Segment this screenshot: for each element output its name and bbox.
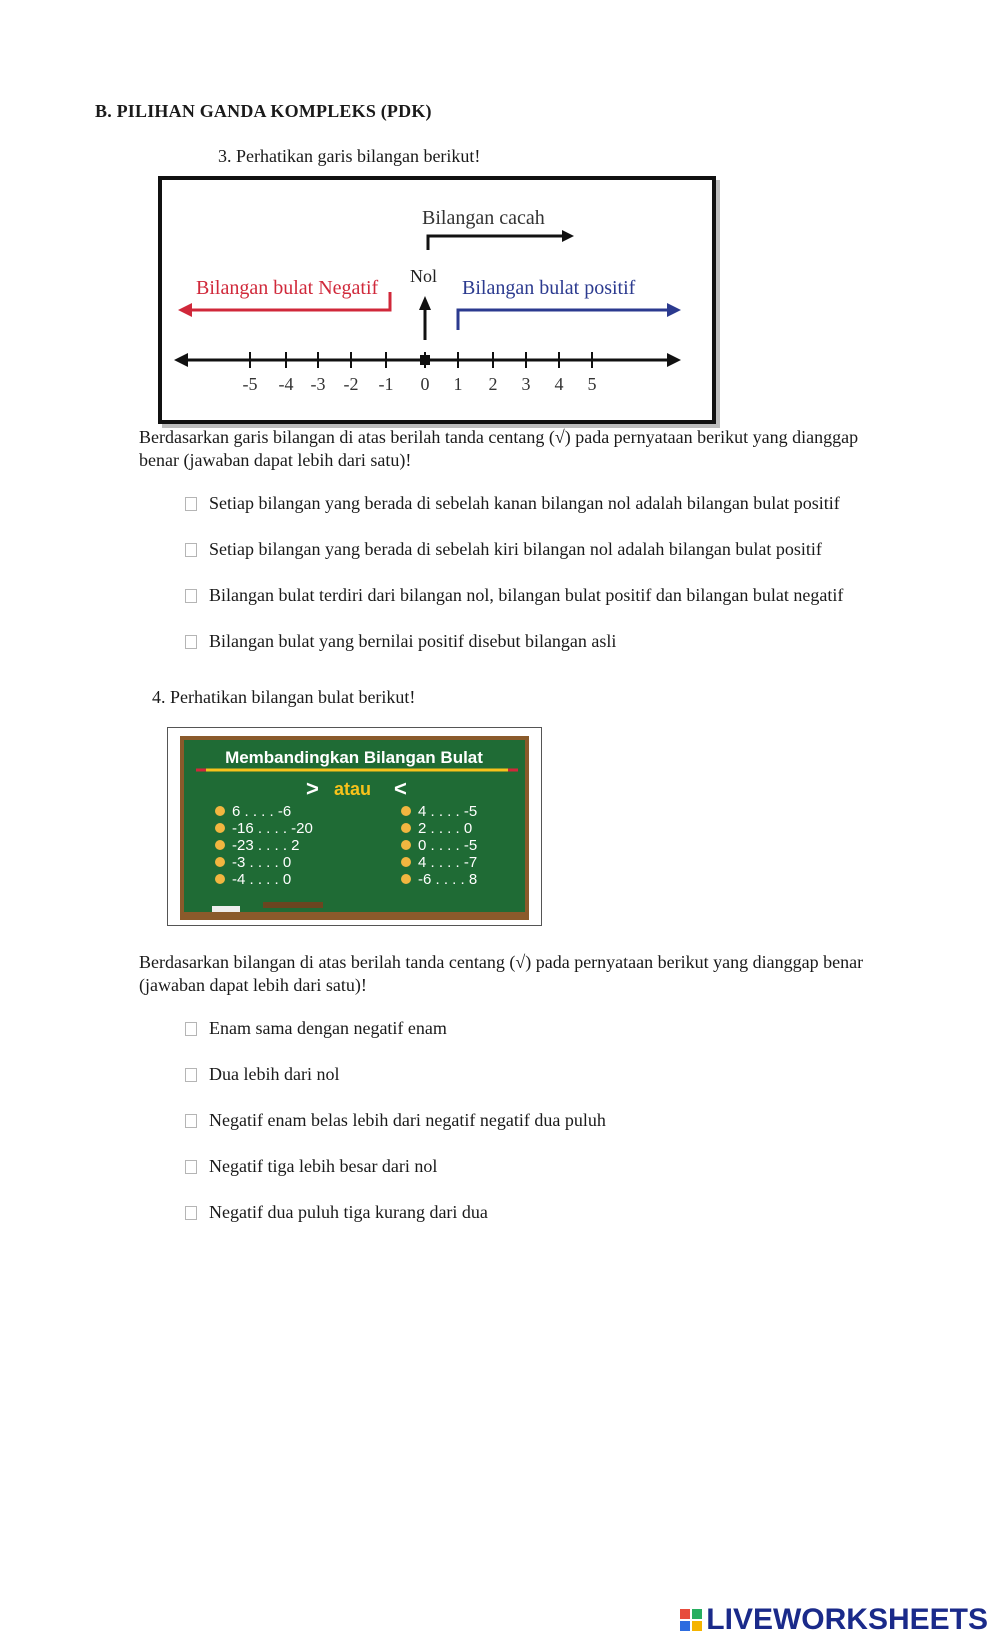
number-line-svg: [162, 180, 712, 420]
option-text: Negatif tiga lebih besar dari nol: [209, 1156, 438, 1176]
axis-tick-label: 2: [488, 374, 498, 394]
zero-arrow-head: [419, 296, 431, 310]
number-line-figure: [158, 176, 716, 424]
q3-option-4[interactable]: [185, 631, 616, 652]
checkbox[interactable]: [185, 1206, 197, 1220]
symbol-greater: >: [306, 776, 319, 801]
label-negative: Bilangan bulat Negatif: [196, 277, 379, 299]
pointing-hand-icon: [401, 823, 411, 833]
chalkboard-figure: [167, 727, 542, 926]
axis-tick-label: -1: [378, 374, 394, 394]
comparison-row: 2 . . . . 0: [418, 820, 473, 837]
chalk-ledge: [263, 902, 323, 908]
checkbox[interactable]: [185, 1160, 197, 1174]
comparison-row: -4 . . . . 0: [232, 871, 292, 888]
axis-tick-label: -4: [278, 374, 294, 394]
checkbox[interactable]: [185, 589, 197, 603]
comparison-row: -23 . . . . 2: [232, 837, 300, 854]
cacah-arrow: [428, 236, 562, 250]
chalkboard-svg: [168, 728, 541, 925]
q4-option-4[interactable]: [185, 1156, 437, 1177]
board-heading: Membandingkan Bilangan Bulat: [225, 748, 483, 767]
logo-grid-icon: [680, 1609, 702, 1631]
axis-ticks: [243, 352, 597, 394]
axis-tick-label: 4: [554, 374, 564, 394]
axis-tick-label: -3: [310, 374, 326, 394]
option-text: Setiap bilangan yang berada di sebelah kiri bilangan nol adalah bilangan bulat positif: [209, 539, 822, 559]
comparison-row: 6 . . . . -6: [232, 803, 292, 820]
q3-option-2[interactable]: [185, 539, 822, 560]
checkbox[interactable]: [185, 543, 197, 557]
symbol-less: <: [394, 776, 407, 801]
question-3-title: 3. Perhatikan garis bilangan berikut!: [218, 146, 481, 166]
axis-left-head: [174, 353, 188, 367]
comparison-row: 4 . . . . -5: [418, 803, 478, 820]
label-cacah: Bilangan cacah: [422, 207, 545, 229]
comparison-row: 4 . . . . -7: [418, 854, 478, 871]
pointing-hand-icon: [401, 840, 411, 850]
cacah-arrow-head: [562, 230, 574, 242]
chalk-piece: [212, 906, 240, 912]
checkbox[interactable]: [185, 1114, 197, 1128]
comparison-row: 0 . . . . -5: [418, 837, 478, 854]
q3-option-1[interactable]: [185, 493, 840, 514]
pointing-hand-icon: [215, 840, 225, 850]
label-zero: Nol: [410, 266, 437, 286]
checkbox[interactable]: [185, 1022, 197, 1036]
liveworksheets-logo: [680, 1603, 988, 1637]
axis-tick-label: -5: [242, 374, 258, 394]
positive-arrow-head: [667, 303, 681, 317]
q4-option-2[interactable]: [185, 1064, 339, 1085]
section-heading: B. PILIHAN GANDA KOMPLEKS (PDK): [95, 101, 432, 121]
axis-tick-label: -2: [343, 374, 359, 394]
pointing-hand-icon: [215, 806, 225, 816]
pointing-hand-icon: [401, 857, 411, 867]
option-text: Bilangan bulat terdiri dari bilangan nol, bilangan bulat positif dan bilangan bulat negatif: [209, 585, 844, 605]
negative-arrow-head: [178, 303, 192, 317]
option-text: Dua lebih dari nol: [209, 1064, 340, 1084]
option-text: Bilangan bulat yang bernilai positif disebut bilangan asli: [209, 631, 617, 651]
checkbox[interactable]: [185, 497, 197, 511]
axis-right-head: [667, 353, 681, 367]
label-positive: Bilangan bulat positif: [462, 277, 636, 299]
q4-option-1[interactable]: [185, 1018, 447, 1039]
q4-option-3[interactable]: [185, 1110, 606, 1131]
pointing-hand-icon: [215, 823, 225, 833]
option-text: Negatif enam belas lebih dari negatif negatif dua puluh: [209, 1110, 606, 1130]
symbol-or: atau: [334, 779, 372, 799]
question-3-instruction: Berdasarkan garis bilangan di atas berilah tanda centang (√) pada pernyataan berikut yang dianggap benar (jawaban dapat lebih dari satu)!: [139, 427, 859, 470]
comparison-row: -3 . . . . 0: [232, 854, 292, 871]
logo-text: LIVEWORKSHEETS: [706, 1603, 988, 1636]
pointing-hand-icon: [215, 874, 225, 884]
checkbox[interactable]: [185, 1068, 197, 1082]
pointing-hand-icon: [215, 857, 225, 867]
option-text: Enam sama dengan negatif enam: [209, 1018, 447, 1038]
q3-option-3[interactable]: [185, 585, 843, 606]
comparison-row: -16 . . . . -20: [232, 820, 313, 837]
comparison-row: -6 . . . . 8: [418, 871, 478, 888]
positive-arrow: [458, 310, 667, 330]
axis-tick-label: 3: [521, 374, 531, 394]
checkbox[interactable]: [185, 635, 197, 649]
axis-tick-label: 0: [420, 374, 430, 394]
option-text: Negatif dua puluh tiga kurang dari dua: [209, 1202, 488, 1222]
axis-tick-label: 1: [453, 374, 463, 394]
question-4-instruction: Berdasarkan bilangan di atas berilah tanda centang (√) pada pernyataan berikut yang dianggap benar (jawaban dapat lebih dari satu)!: [139, 952, 864, 995]
pointing-hand-icon: [401, 806, 411, 816]
question-4-title: 4. Perhatikan bilangan bulat berikut!: [152, 687, 416, 707]
option-text: Setiap bilangan yang berada di sebelah kanan bilangan nol adalah bilangan bulat positif: [209, 493, 840, 513]
pointing-hand-icon: [401, 874, 411, 884]
axis-tick-label: 5: [587, 374, 597, 394]
q4-option-5[interactable]: [185, 1202, 488, 1223]
